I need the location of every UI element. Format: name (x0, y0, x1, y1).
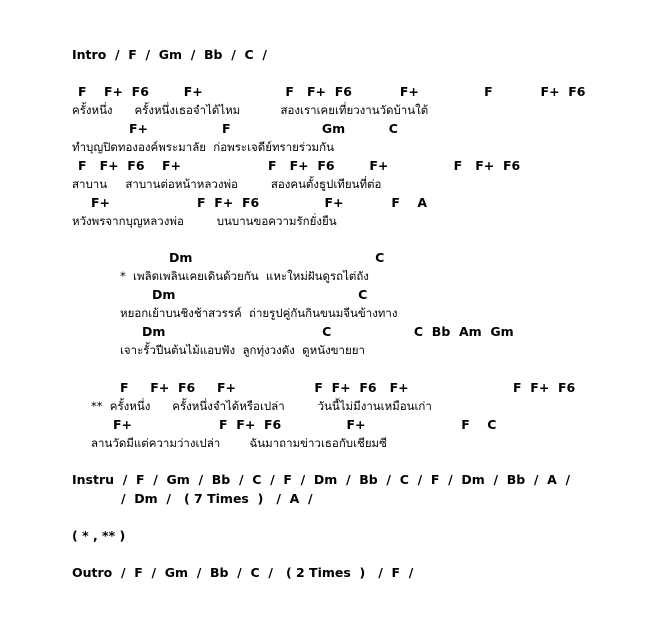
verse2-lyrics-2: หยอกเย้าบนชิงช้าสวรรค์ ถ่ายรูปคู่กันกินขนมจีนข้างทาง (120, 306, 398, 320)
outro-line: Outro / F / Gm / Bb / C / ( 2 Times ) / F / (72, 565, 414, 580)
verse2-lyrics-1: * เพลิดเพลินเคยเดินด้วยกัน แหะใหม่ฝันดูรถไต่ถัง (120, 269, 369, 283)
chorus-lyrics-1: ** ครั้งหนึ่ง ครั้งหนึ่งจำได้หรือเปล่า วันนี้ไม่มีงานเหมือนเก่า (91, 399, 432, 413)
verse2-chords-2: Dm C (152, 287, 368, 302)
verse1-lyrics-1: ครั้งหนึ่ง ครั้งหนึ่งเธอจำได้ไหม สองเราเคยเที่ยวงานวัดบ้านใต้ (72, 103, 429, 117)
chorus-lyrics-2: ลานวัดมีแต่ความว่างเปล่า ฉันมาถามข่าวเธอกับเชียมซี (91, 436, 387, 450)
instrumental-line-1: Instru / F / Gm / Bb / C / F / Dm / Bb / C / F / Dm / Bb / A / (72, 472, 571, 487)
verse1-chords-3: F F+ F6 F+ F F+ F6 F+ F F+ F6 (78, 158, 521, 173)
repeat-marker: ( * , ** ) (72, 528, 126, 543)
verse2-lyrics-3: เจาะรั้วปีนต้นไม้แอบฟัง ลูกทุ่งวงดัง ดูหนังขายยา (120, 343, 365, 357)
verse1-lyrics-2: ทำบุญปิดทององค์พระมาลัย ก่อพระเจดีย์ทรายร่วมกัน (72, 140, 334, 154)
chorus-chords-2: F+ F F+ F6 F+ F C (113, 417, 497, 432)
verse1-lyrics-4: หวังพรจากบุญหลวงพ่อ บนบานขอความรักยั่งยืน (72, 214, 337, 228)
verse2-chords-3: Dm C C Bb Am Gm (142, 324, 514, 339)
instrumental-line-2: / Dm / ( 7 Times ) / A / (121, 491, 313, 506)
verse2-chords-1: Dm C (169, 250, 385, 265)
verse1-chords-2: F+ F Gm C (129, 121, 398, 136)
verse1-chords-1: F F+ F6 F+ F F+ F6 F+ F F+ F6 (78, 84, 586, 99)
intro-line: Intro / F / Gm / Bb / C / (72, 47, 267, 62)
verse1-chords-4: F+ F F+ F6 F+ F A (91, 195, 428, 210)
verse1-lyrics-3: สาบาน สาบานต่อหน้าหลวงพ่อ สองคนตั้งธูปเทียนที่ต่อ (72, 177, 382, 191)
chorus-chords-1: F F+ F6 F+ F F+ F6 F+ F F+ F6 (120, 380, 576, 395)
